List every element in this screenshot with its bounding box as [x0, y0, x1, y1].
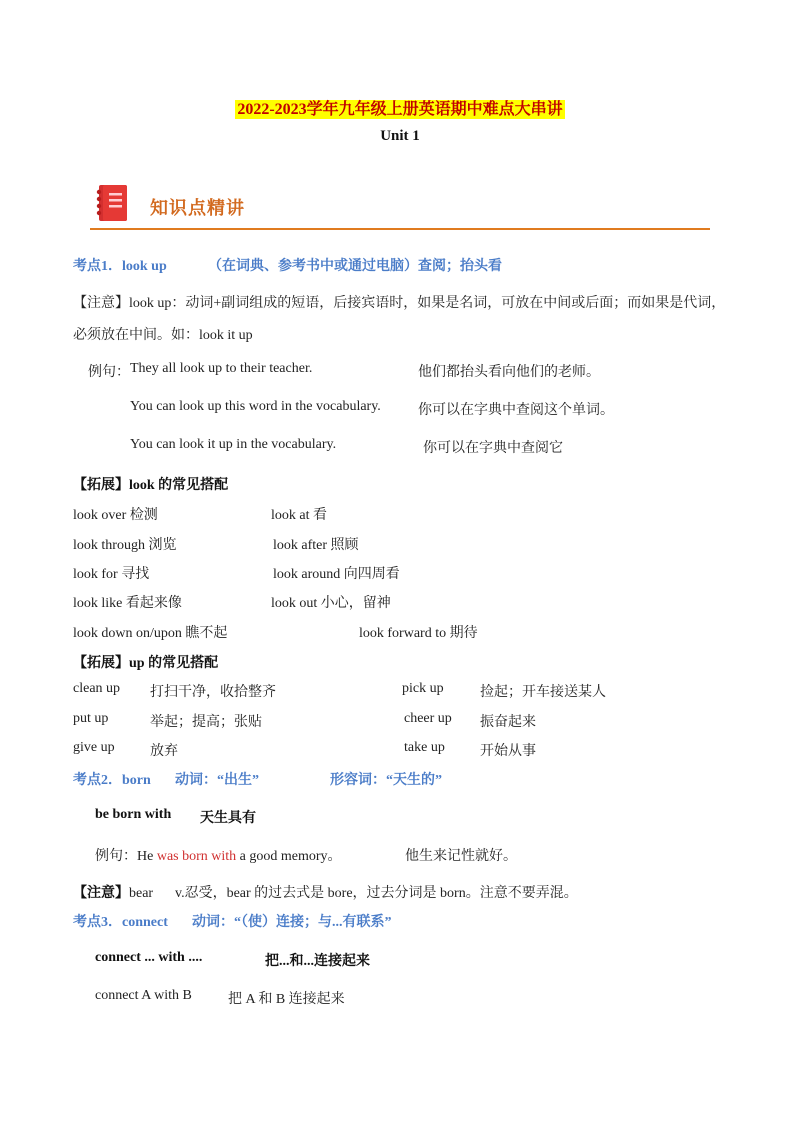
look-phrase: look at 看	[271, 508, 327, 523]
example2-en: You can look up this word in the vocabulary.	[130, 399, 381, 414]
up-phrase-meaning: 捡起；开车接送某人	[480, 685, 606, 700]
section-heading: 知识点精讲	[150, 198, 245, 219]
note2	[73, 882, 153, 902]
up-phrase-meaning: 放弃	[150, 744, 178, 759]
note2-word: bear	[129, 886, 154, 901]
look-phrase: look through 浏览	[73, 538, 177, 553]
example1-en: They all look up to their teacher.	[130, 361, 313, 376]
connect-example: connect A with B	[95, 988, 192, 1003]
connect-phrase: connect ... with ....	[95, 950, 203, 965]
kp3-definition: 动词：“（使）连接；与...有联系”	[192, 915, 392, 930]
kp3-label: 考点3．connect	[73, 915, 168, 930]
born-example	[95, 845, 342, 865]
ext1-title: 【拓展】look 的常见搭配	[73, 478, 229, 493]
born-example-highlight: was born with	[156, 849, 237, 864]
note2-text: v.忍受，bear 的过去式是 bore，过去分词是 born。注意不要弄混。	[175, 886, 578, 901]
look-phrase: look out 小心，留神	[271, 596, 391, 611]
connect-example-zh: 把 A 和 B 连接起来	[228, 992, 345, 1007]
unit-title: Unit 1	[380, 128, 420, 144]
up-phrase: put up	[73, 711, 109, 726]
note2-label: 【注意】	[73, 886, 129, 901]
kp2-label: 考点2．born	[73, 773, 151, 788]
example1-zh: 他们都抬头看向他们的老师。	[418, 365, 600, 380]
example3-zh: 你可以在字典中查阅它	[423, 441, 563, 456]
up-phrase-meaning: 振奋起来	[480, 715, 536, 730]
look-phrase: look down on/upon 瞧不起	[73, 626, 228, 641]
up-phrase: give up	[73, 740, 115, 755]
example1-prefix: 例句：	[88, 365, 130, 380]
look-phrase: look around 向四周看	[273, 567, 400, 582]
notebook-icon	[93, 183, 131, 223]
kp1-definition: （在词典、参考书中或通过电脑）查阅；抬头看	[208, 259, 502, 274]
connect-phrase-meaning: 把...和...连接起来	[265, 954, 370, 969]
up-phrase: take up	[404, 740, 445, 755]
document-title: 2022-2023学年九年级上册英语期中难点大串讲	[237, 101, 563, 118]
look-phrase: look over 检测	[73, 508, 158, 523]
kp2-adj-def: 形容词：“天生的”	[330, 773, 442, 788]
note1-line1: 【注意】look up：动词+副词组成的短语，后接宾语时，如果是名词，可放在中间或后面；而如果是代词，	[73, 296, 726, 311]
up-phrase-meaning: 举起；提高；张贴	[150, 715, 262, 730]
look-phrase: look after 照顾	[273, 538, 359, 553]
look-phrase: look for 寻找	[73, 567, 150, 582]
up-phrase-meaning: 打扫干净，收拾整齐	[150, 685, 276, 700]
up-phrase: pick up	[402, 681, 444, 696]
example2-zh: 你可以在字典中查阅这个单词。	[418, 403, 614, 418]
born-phrase: be born with	[95, 807, 172, 822]
up-phrase-meaning: 开始从事	[480, 744, 536, 759]
born-phrase-meaning: 天生具有	[200, 811, 256, 826]
look-phrase: look forward to 期待	[359, 626, 478, 641]
section-divider	[90, 228, 710, 230]
kp2-verb-def: 动词：“出生”	[175, 773, 259, 788]
up-phrase: cheer up	[404, 711, 452, 726]
kp1-label: 考点1．look up	[73, 259, 167, 274]
example3-en: You can look it up in the vocabulary.	[130, 437, 337, 452]
up-phrase: clean up	[73, 681, 121, 696]
born-example-zh: 他生来记性就好。	[405, 849, 517, 864]
ext2-title: 【拓展】up 的常见搭配	[73, 656, 219, 671]
born-example-rest: a good memory。	[236, 849, 342, 864]
note1-line2: 必须放在中间。如：look it up	[73, 328, 253, 343]
look-phrase: look like 看起来像	[73, 596, 182, 611]
born-example-prefix: 例句：He	[95, 849, 157, 864]
